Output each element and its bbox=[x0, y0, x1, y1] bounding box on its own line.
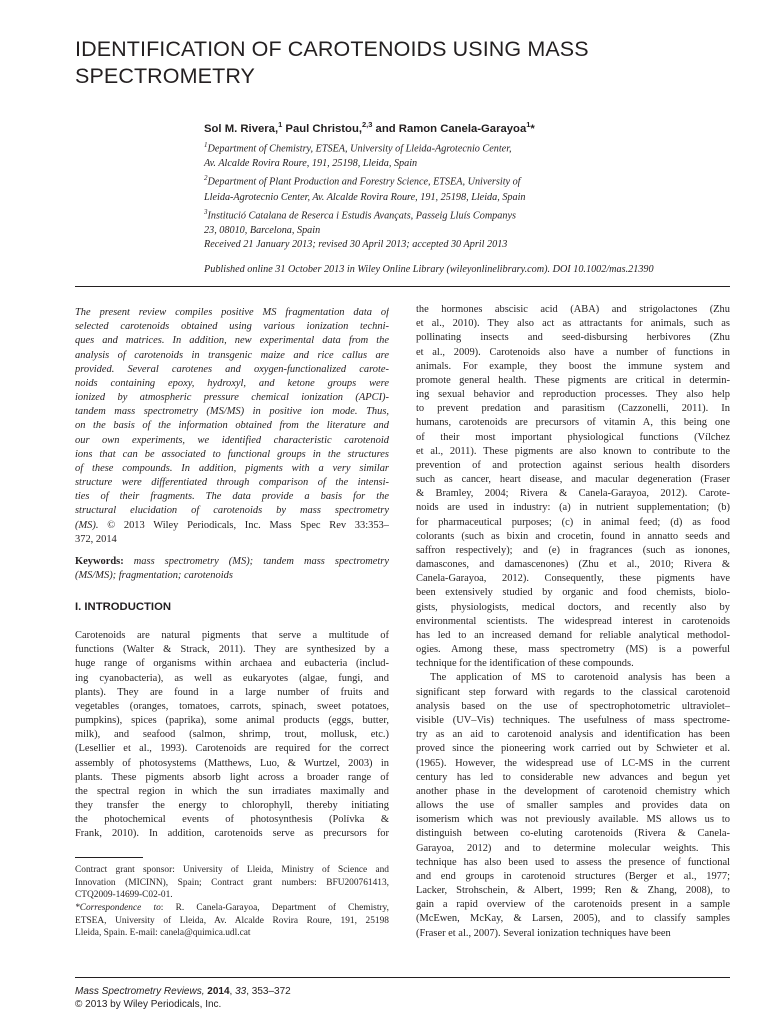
page-footer bbox=[75, 985, 291, 1011]
author-name: Sol M. Rivera, bbox=[204, 122, 279, 135]
text-line: ions that can be associated to functional groups in the structures bbox=[75, 448, 389, 460]
text-line: proved since the pioneering work carried out by Schwieter et al. bbox=[416, 743, 730, 755]
keywords-label: Keywords: bbox=[75, 556, 124, 567]
text-line: provided. Several carotenes and oxygen-functionalized carote- bbox=[75, 363, 389, 375]
journal-year: 2014 bbox=[207, 986, 230, 997]
text-line: prevention of and protection against serious health disorders bbox=[416, 459, 730, 471]
text-line: structural elucidation of carotenoids by mass spectrometry bbox=[75, 505, 389, 517]
correspondence-line bbox=[75, 902, 389, 915]
text-line: promote general health. These pigments are critical in determin- bbox=[416, 374, 730, 386]
footer-divider bbox=[75, 977, 730, 978]
text-line: and end groups in carotenoid structures (Berger et al., 1977; bbox=[416, 870, 730, 882]
text-line: technique for the identification of these compounds. bbox=[416, 658, 634, 670]
affil-mark: 2 bbox=[204, 174, 208, 183]
text-line: vegetables (oranges, tomatoes, carrots, spinach, sweet potatoes, bbox=[75, 700, 389, 712]
text-line: Canela-Garayoa, 2012). Consequently, these pigments have bbox=[416, 573, 730, 585]
text-line: gists, physiologists, medical doctors, and recently also by bbox=[416, 601, 730, 613]
text-line: ing cyanobacteria), as well as eukaryotes (algae, fungi, and bbox=[75, 672, 389, 684]
journal-pages: , 353–372 bbox=[246, 986, 291, 997]
keywords-line: (MS/MS); fragmentation; carotenoids bbox=[75, 570, 233, 582]
text-line: 372, 2014 bbox=[75, 533, 117, 545]
text-line: tandem mass spectrometry (MS/MS) in positive ion mode. Thus, bbox=[75, 406, 389, 418]
affiliation-line bbox=[204, 171, 526, 189]
intro-right-column bbox=[416, 303, 730, 941]
text-line: the photochemical events of photosynthesis (Polívka & bbox=[75, 814, 389, 826]
text-line: of their most important physiological functions (Vílchez bbox=[416, 431, 730, 443]
correspondence-line: ETSEA, University of Lleida, Av. Alcalde Rovira Roure, 191, 25198 bbox=[75, 915, 389, 926]
text-line: saffron respectively); and (e) in fragrances (such as ionones, bbox=[416, 544, 730, 556]
affiliation-line bbox=[204, 138, 526, 156]
keywords-line bbox=[75, 555, 389, 569]
footnotes bbox=[75, 864, 389, 940]
text-line: been extensively studied by organic and food chemists, biolo- bbox=[416, 587, 730, 599]
article-title bbox=[75, 36, 695, 90]
text-line: the hormones abscisic acid (ABA) and strigolactones (Zhu bbox=[416, 304, 730, 315]
text-line: noids containing epoxy, hydroxyl, and ketone groups were bbox=[75, 377, 389, 389]
footnote-line: CTQ2009-14699-C02-01. bbox=[75, 890, 173, 901]
title-line-1: IDENTIFICATION OF CAROTENOIDS USING MASS bbox=[75, 37, 589, 61]
affil-mark: 1 bbox=[204, 141, 208, 149]
correspondence-line: Lleida, Spain. E-mail: canela@quimica.udl.cat bbox=[75, 928, 251, 939]
text-line: pumpkins), spices (paprika), some animal products (eggs, butter, bbox=[75, 715, 389, 727]
copyright: © 2013 by Wiley Periodicals, Inc. bbox=[75, 999, 222, 1010]
text-line: another phase in the development of carotenoid chemistry which bbox=[416, 785, 730, 797]
text-line: The present review compiles positive MS fragmentation data of bbox=[75, 307, 389, 318]
correspondence-label: *Correspondence to bbox=[75, 903, 161, 914]
correspondence-text: : R. Canela-Garayoa, Department of Chemistry, bbox=[160, 903, 389, 914]
keywords bbox=[75, 555, 389, 583]
text-line: plants. These pigments absorb light across a broader range of bbox=[75, 771, 389, 783]
text-line: for pharmaceutical purposes; (c) in animal feed; (d) as food bbox=[416, 516, 730, 528]
author-affil-mark: 1 bbox=[278, 120, 283, 129]
keywords-text: mass spectrometry (MS); tandem mass spectrometry bbox=[123, 556, 389, 567]
affiliation-line bbox=[204, 205, 526, 223]
text-line: huge range of organisms within archaea and eubacteria (includ- bbox=[75, 658, 389, 670]
text-line: noids are used in industry: (a) in nutrient supplementation; (b) bbox=[416, 502, 730, 514]
text-line: et al., 2010). They also act as attractants for animals, such as bbox=[416, 318, 730, 330]
text-line: ogies. Among these, mass spectrometry (MS) is a powerful bbox=[416, 644, 730, 656]
section-heading: I. INTRODUCTION bbox=[75, 601, 172, 613]
text-line: Garayoa, 2012) and to determine molecular weights. This bbox=[416, 842, 730, 854]
affiliation-line: Av. Alcalde Rovira Roure, 191, 25198, Lleida, Spain bbox=[204, 158, 418, 170]
intro-left-column bbox=[75, 629, 389, 842]
text-line: animals. For example, they boost the immune system and bbox=[416, 360, 730, 372]
text-line: assembly of photosystems (Matthews, Luo, & Wurtzel, 2003) in bbox=[75, 757, 389, 769]
author-name: and Ramon Canela-Garayoa bbox=[372, 122, 527, 135]
text-line: ques and matrices. In addition, new experimental data from the bbox=[75, 335, 389, 347]
abstract-citation: © 2013 Wiley Periodicals, Inc. Mass Spec Rev 33:353– bbox=[98, 519, 389, 531]
footnote-line: Innovation (MICINN), Spain; Contract grant numbers: BFU200761413, bbox=[75, 877, 389, 888]
journal-volume: 33 bbox=[235, 986, 247, 997]
text-line: significant step forward with regards to the classical carotenoid bbox=[416, 686, 730, 698]
text-line: humans, carotenoids are precursors of vitamin A, this being one bbox=[416, 417, 730, 429]
received-dates: Received 21 January 2013; revised 30 April 2013; accepted 30 April 2013 bbox=[204, 239, 508, 250]
text-line: analysis based on the use of spectrophotometric ultraviolet– bbox=[416, 700, 730, 712]
text-line: (McEwen, McKay, & Larsen, 2005), and to classify samples bbox=[416, 913, 730, 925]
text-line: selected carotenoids obtained using various ionization techni- bbox=[75, 321, 389, 333]
text-line: ties of their fragments. The data provide a basis for the bbox=[75, 491, 389, 503]
author-name: Paul Christou, bbox=[282, 122, 362, 135]
text-line: damascones, and damascenones) (Zhu et al., 2010; Rivera & bbox=[416, 559, 730, 571]
affil-text: Department of Plant Production and Forestry Science, ETSEA, University of bbox=[207, 176, 521, 188]
text-line: ing sexual behavior and reproduction processes. They also help bbox=[416, 389, 730, 401]
text-line bbox=[75, 519, 389, 533]
text-line: century has led to considerable new advances and begun yet bbox=[416, 771, 730, 783]
affil-mark: 3 bbox=[204, 207, 208, 216]
text-line: et al., 2009). Carotenoids also have a number of functions in bbox=[416, 346, 730, 358]
text-line: plants). They are found in a large number of fruits and bbox=[75, 686, 389, 698]
text-line: our own experiments, we identified characteristic carotenoid bbox=[75, 434, 389, 446]
footnote-line: Contract grant sponsor: University of Lleida, Ministry of Science and bbox=[75, 865, 389, 875]
text-line: such as cancer, heart disease, and macular degeneration (Fraser bbox=[416, 474, 730, 486]
text-line: Frank, 2010). In addition, carotenoids serve as precursors for bbox=[75, 828, 389, 840]
text-line: try as an aid to carotenoid analysis and identification has been bbox=[416, 729, 730, 741]
journal-name: Mass Spectrometry Reviews, bbox=[75, 986, 208, 997]
text-line: pollinating insects and seed-disbursing herbivores (Zhu bbox=[416, 332, 730, 344]
text-line: The application of MS to carotenoid analysis has been a bbox=[430, 672, 730, 684]
text-line: & Bramley, 2004; Rivera & Canela-Garayoa, 2012). Carote- bbox=[416, 488, 730, 500]
text-line: gain a rapid overview of the carotenoids present in a sample bbox=[416, 899, 730, 911]
text-line: the spectral region in which the sun irradiates maximally and bbox=[75, 785, 389, 797]
text-line: (Lesellier et al., 1993). Carotenoids are required for the correct bbox=[75, 743, 389, 755]
affil-text: Department of Chemistry, ETSEA, University of Lleida-Agrotecnio Center, bbox=[207, 143, 512, 155]
header-divider bbox=[75, 286, 730, 287]
author-affil-mark: 1 bbox=[526, 120, 531, 129]
text-line: distinguish between co-eluting carotenoids (Rivera & Canela- bbox=[416, 828, 730, 840]
abstract-cite-prefix: (MS). bbox=[75, 519, 99, 531]
text-line: analysis of carotenoids in transgenic maize and rice callus are bbox=[75, 349, 389, 361]
affiliations bbox=[204, 138, 526, 238]
text-line: milk), and seafood (salmon, shrimp, trout, mollusk, etc.) bbox=[75, 729, 389, 741]
journal-citation: Mass Spectrometry Reviews, 2014, 33, 353–372 bbox=[75, 986, 291, 997]
affiliation-line: 23, 08010, Barcelona, Spain bbox=[204, 225, 321, 237]
text-line: visible (UV–Vis) techniques. The usefulness of mass spectrome- bbox=[416, 714, 730, 726]
text-line: environmental scientists. The widespread interest in carotenoids bbox=[416, 615, 730, 627]
text-line: on the basis of the information obtained from the literature and bbox=[75, 420, 389, 432]
title-line-2: SPECTROMETRY bbox=[75, 64, 255, 88]
text-line: Carotenoids are natural pigments that serve a multitude of bbox=[75, 630, 389, 641]
text-line: et al., 2011). These pigments are also known to contribute to the bbox=[416, 445, 730, 457]
footnote-rule bbox=[75, 857, 143, 858]
text-line: colorants (such as bixin and crocetin, found in annatto seeds and bbox=[416, 530, 730, 542]
text-line: allows the use of smaller samples and provides data on bbox=[416, 800, 730, 812]
text-line: they transfer the energy to chlorophyll, thereby initiating bbox=[75, 800, 389, 812]
author-list bbox=[204, 120, 535, 135]
text-line: functions (Walter & Strack, 2011). They are synthesized by a bbox=[75, 644, 389, 656]
text-line: has led to an increased demand for reliable analytical methodol- bbox=[416, 629, 730, 641]
text-line: (1965). However, the widespread use of LC-MS in the current bbox=[416, 757, 730, 769]
text-line: (Fraser et al., 2007). Several ionization techniques have been bbox=[416, 927, 671, 939]
text-line: structure were differentiated through comparison of the intensi- bbox=[75, 477, 389, 489]
text-line: Lacker, Strohschein, & Albert, 1999; Ren & Zhang, 2008), to bbox=[416, 885, 730, 897]
affiliation-line: Lleida-Agrotecnio Center, Av. Alcalde Rovira Roure, 191, 25198, Lleida, Spain bbox=[204, 191, 526, 203]
text-line: of these compounds. In addition, pigments with a very similar bbox=[75, 462, 389, 474]
corresponding-mark: * bbox=[530, 122, 535, 135]
text-line: isomerism which was not previously available. MS allows us to bbox=[416, 814, 730, 826]
abstract bbox=[75, 306, 389, 547]
text-line: technique has also been used to assess the presence of functional bbox=[416, 856, 730, 868]
text-line: ionized by atmospheric pressure chemical ionization (APCI)- bbox=[75, 392, 389, 404]
author-affil-mark: 2,3 bbox=[361, 120, 373, 129]
published-info: Published online 31 October 2013 in Wiley Online Library (wileyonlinelibrary.com). DOI 10.1002/mas.21390 bbox=[204, 264, 654, 275]
affil-text: Institució Catalana de Reserca i Estudis Avançats, Passeig Lluís Companys bbox=[207, 210, 516, 222]
text-line: to prevent predation and parasitism (Cazzonelli, 2011). In bbox=[416, 403, 730, 415]
